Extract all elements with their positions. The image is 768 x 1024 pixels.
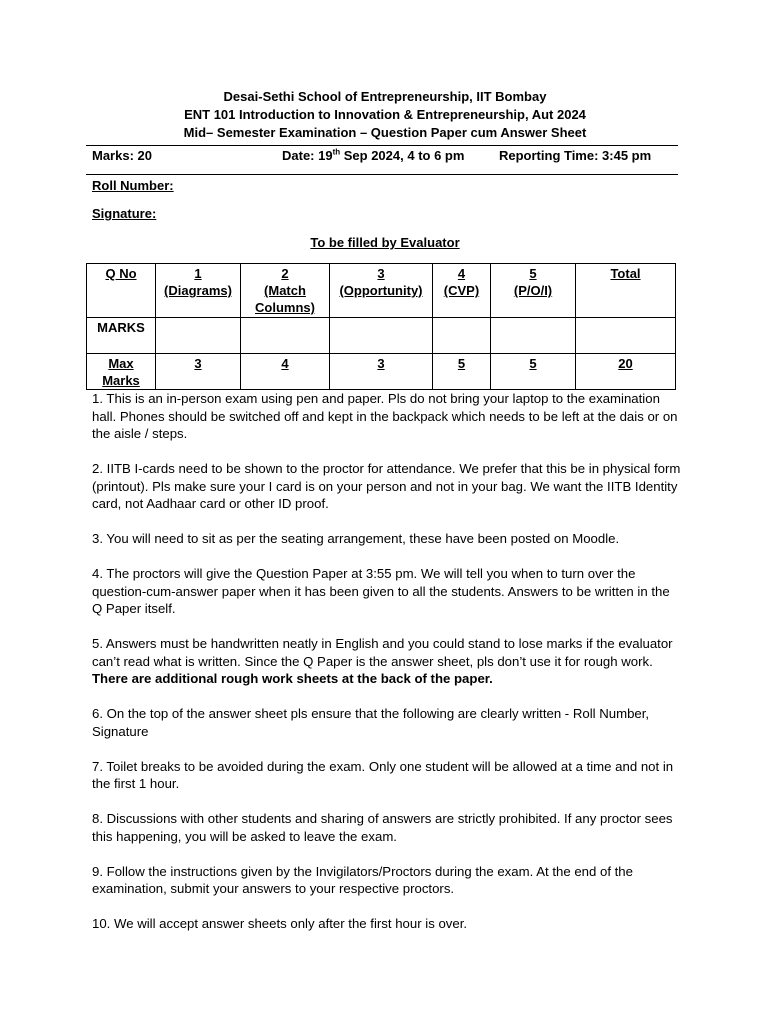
marks-cell-q1 [156, 318, 241, 354]
header-qno-label: Q No [105, 266, 137, 281]
header-qno [87, 264, 156, 318]
max-marks-row [87, 354, 676, 390]
document-header [92, 88, 678, 142]
header-q2-topic-2: Columns) [255, 300, 315, 315]
instruction-6: 6. On the top of the answer sheet pls ensure that the following are clearly written - Roll Number, Signature [92, 706, 650, 739]
instruction-1: 1. This is an in-person exam using pen and paper. Pls do not bring your laptop to the examination hall. Phones should be switched off and kept in the backpack which needs to be left at the dais or on the aisle / steps. [92, 391, 678, 441]
instruction-7: 7. Toilet breaks to be avoided during the exam. Only one student will be allowed at a time and not in the first 1 hour. [92, 758, 674, 791]
header-q1-topic: (Diagrams) [164, 283, 232, 298]
header-q5 [491, 264, 576, 318]
max-marks-q5: 5 [491, 354, 576, 390]
marks-row [87, 318, 676, 354]
header-q1 [156, 264, 241, 318]
course-title: ENT 101 Introduction to Innovation & Entrepreneurship, Aut 2024 [184, 107, 586, 122]
header-total [576, 264, 676, 318]
signature-label: Signature: [92, 206, 157, 221]
header-total-label: Total [610, 266, 641, 281]
header-q3-number: 3 [377, 266, 385, 281]
header-q4-number: 4 [457, 266, 466, 281]
table-header-row [87, 264, 676, 318]
instruction-5-bold: There are additional rough work sheets at the back of the paper. [92, 671, 493, 686]
max-label-line2: Marks [102, 373, 140, 388]
exam-title: Mid– Semester Examination – Question Paper cum Answer Sheet [183, 125, 587, 140]
top-divider [86, 145, 678, 146]
marks-cell-q5 [491, 318, 576, 354]
instruction-9: 9. Follow the instructions given by the Invigilators/Proctors during the exam. At the end of the examination, submit your answers to your respective proctors. [92, 863, 633, 896]
header-q4 [433, 264, 491, 318]
reporting-time: Reporting Time: 3:45 pm [499, 148, 652, 163]
instruction-3: 3. You will need to sit as per the seating arrangement, these have been posted on Moodle. [92, 531, 620, 546]
exam-date [282, 148, 464, 163]
meta-divider [86, 174, 678, 175]
max-label-line1: Max [108, 356, 134, 371]
header-q3 [330, 264, 433, 318]
evaluation-table [86, 263, 676, 390]
header-q4-topic: (CVP) [443, 283, 480, 298]
header-q3-topic: (Opportunity) [339, 283, 423, 298]
marks-label: MARKS [87, 318, 156, 354]
total-marks: Marks: 20 [92, 148, 152, 163]
date-prefix: Date: 19 [282, 148, 333, 163]
instruction-4: 4. The proctors will give the Question Paper at 3:55 pm. We will tell you when to turn over the question-cum-answer paper when it has been given to all the students. Answers to be written in the Q Paper itself. [92, 566, 670, 616]
max-marks-q2: 4 [241, 354, 330, 390]
header-q5-topic: (P/O/I) [513, 283, 553, 298]
max-marks-q3: 3 [330, 354, 433, 390]
roll-number-label: Roll Number: [92, 178, 174, 193]
max-marks-label [87, 354, 156, 390]
marks-cell-q2 [241, 318, 330, 354]
instructions-list [92, 390, 682, 933]
marks-cell-total [576, 318, 676, 354]
instruction-5-text: 5. Answers must be handwritten neatly in English and you could stand to lose marks if the evaluator can’t read what is written. Since the Q Paper is the answer sheet, pls don’t use it for rough work. [92, 636, 673, 669]
max-marks-q1: 3 [156, 354, 241, 390]
header-q5-number: 5 [529, 266, 537, 281]
instruction-10: 10. We will accept answer sheets only after the first hour is over. [92, 916, 468, 931]
exam-meta-row [92, 148, 678, 166]
school-name: Desai-Sethi School of Entrepreneurship, IIT Bombay [223, 89, 547, 104]
instruction-5 [92, 635, 682, 688]
instruction-2: 2. IITB I-cards need to be shown to the proctor for attendance. We prefer that this be in physical form (printout). Pls make sure your I card is on your person and not in your bag. We want the IITB Identity card, not Aadhaar card or other ID proof. [92, 461, 681, 511]
date-rest: Sep 2024, 4 to 6 pm [340, 148, 465, 163]
marks-cell-q3 [330, 318, 433, 354]
header-q2-topic: (Match [264, 283, 306, 298]
max-marks-total: 20 [576, 354, 676, 390]
instruction-8: 8. Discussions with other students and sharing of answers are strictly prohibited. If any proctor sees this happening, you will be asked to leave the exam. [92, 811, 673, 844]
header-q1-number: 1 [194, 266, 202, 281]
header-q2 [241, 264, 330, 318]
header-q2-number: 2 [281, 266, 289, 281]
date-suffix-sup: th [332, 147, 341, 157]
marks-cell-q4 [433, 318, 491, 354]
evaluator-title: To be filled by Evaluator [310, 235, 460, 250]
max-marks-q4: 5 [433, 354, 491, 390]
